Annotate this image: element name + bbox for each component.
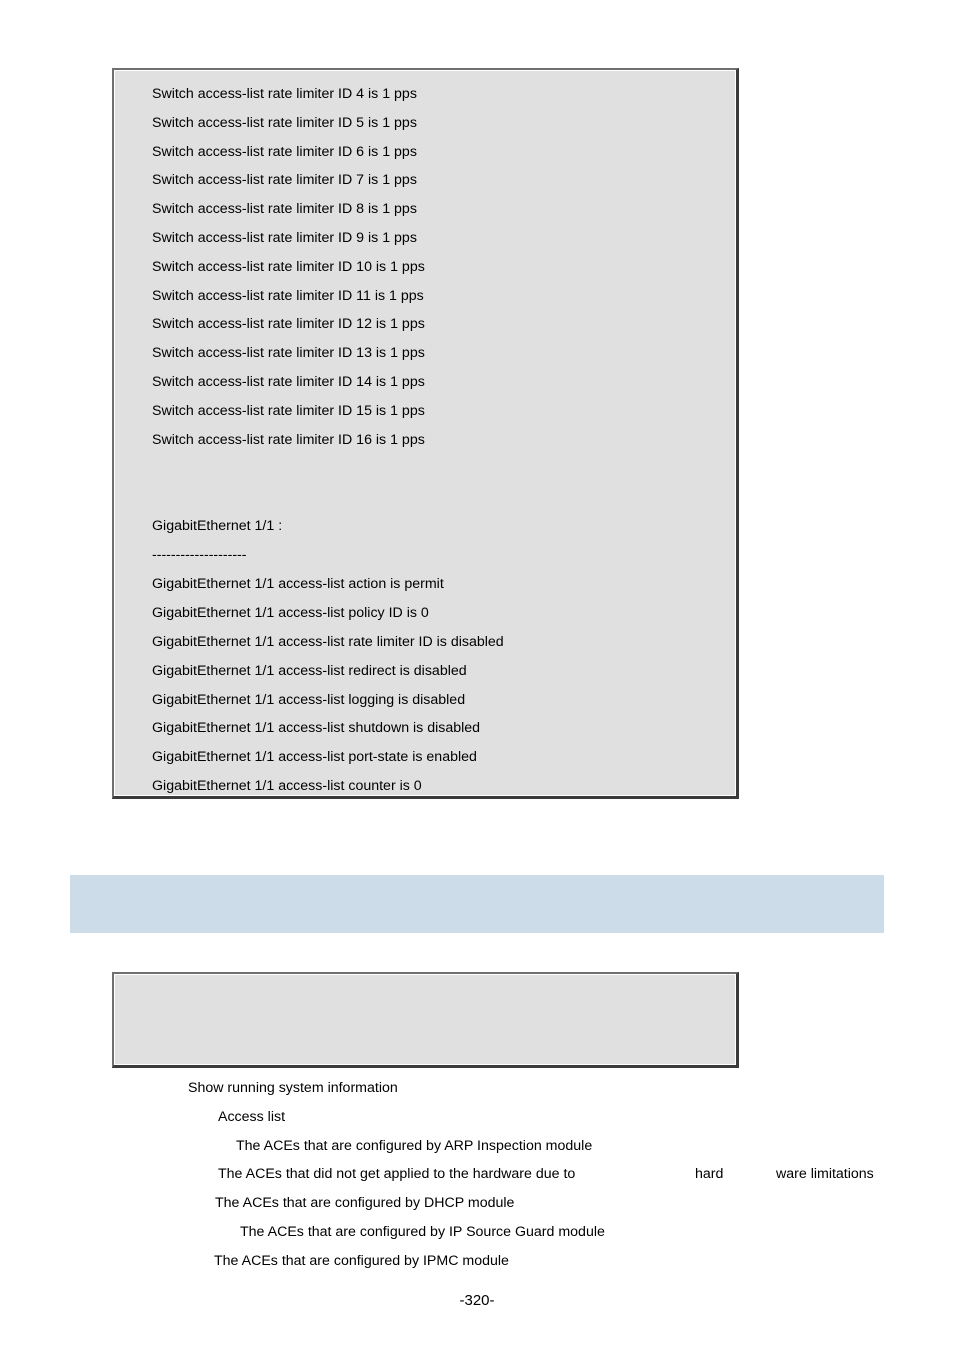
page-number: -320- xyxy=(459,1292,495,1309)
output-line: GigabitEthernet 1/1 access-list rate limiter ID is disabled xyxy=(152,634,504,650)
output-line: Switch access-list rate limiter ID 16 is 1 pps xyxy=(152,432,425,448)
output-separator: -------------------- xyxy=(152,547,247,563)
example-output-box xyxy=(112,68,739,799)
section-heading-band xyxy=(70,875,884,933)
output-line: Switch access-list rate limiter ID 11 is 1 pps xyxy=(152,288,424,304)
parameter-hw-limit: The ACEs that did not get applied to the hardware due to xyxy=(218,1166,576,1182)
parameter-access-list: Access list xyxy=(218,1109,286,1125)
output-line: GigabitEthernet 1/1 access-list counter is 0 xyxy=(152,778,422,794)
parameter-ipmc: The ACEs that are configured by IPMC module xyxy=(214,1253,509,1269)
output-line: GigabitEthernet 1/1 access-list redirect is disabled xyxy=(152,663,467,679)
output-line: Switch access-list rate limiter ID 10 is 1 pps xyxy=(152,259,425,275)
output-line: GigabitEthernet 1/1 access-list logging is disabled xyxy=(152,692,466,708)
output-line: GigabitEthernet 1/1 access-list port-state is enabled xyxy=(152,749,477,765)
parameter-ip-source-guard: The ACEs that are configured by IP Source Guard module xyxy=(240,1224,605,1240)
output-line: GigabitEthernet 1/1 access-list policy ID is 0 xyxy=(152,605,429,621)
description-summary: Show running system information xyxy=(188,1080,398,1096)
parameter-arp-inspection: The ACEs that are configured by ARP Inspection module xyxy=(236,1138,593,1154)
output-line: Switch access-list rate limiter ID 5 is 1 pps xyxy=(152,115,417,131)
output-line: Switch access-list rate limiter ID 12 is 1 pps xyxy=(152,316,425,332)
output-line: Switch access-list rate limiter ID 15 is 1 pps xyxy=(152,403,425,419)
output-line: Switch access-list rate limiter ID 9 is 1 pps xyxy=(152,230,417,246)
output-line: Switch access-list rate limiter ID 4 is 1 pps xyxy=(152,86,417,102)
output-line: GigabitEthernet 1/1 access-list action is permit xyxy=(152,576,444,592)
output-line: Switch access-list rate limiter ID 8 is 1 pps xyxy=(152,201,417,217)
parameter-hw-limit-part: ware limitations xyxy=(776,1166,874,1182)
output-line: Switch access-list rate limiter ID 6 is 1 pps xyxy=(152,144,417,160)
output-line: GigabitEthernet 1/1 access-list shutdown is disabled xyxy=(152,720,481,736)
output-line: GigabitEthernet 1/1 : xyxy=(152,518,283,534)
output-line: Switch access-list rate limiter ID 14 is 1 pps xyxy=(152,374,425,390)
parameter-hw-limit-part: hard xyxy=(695,1166,724,1182)
command-syntax-box xyxy=(112,972,739,1068)
output-line: Switch access-list rate limiter ID 7 is 1 pps xyxy=(152,172,417,188)
output-line: Switch access-list rate limiter ID 13 is 1 pps xyxy=(152,345,425,361)
parameter-dhcp: The ACEs that are configured by DHCP module xyxy=(215,1195,515,1211)
